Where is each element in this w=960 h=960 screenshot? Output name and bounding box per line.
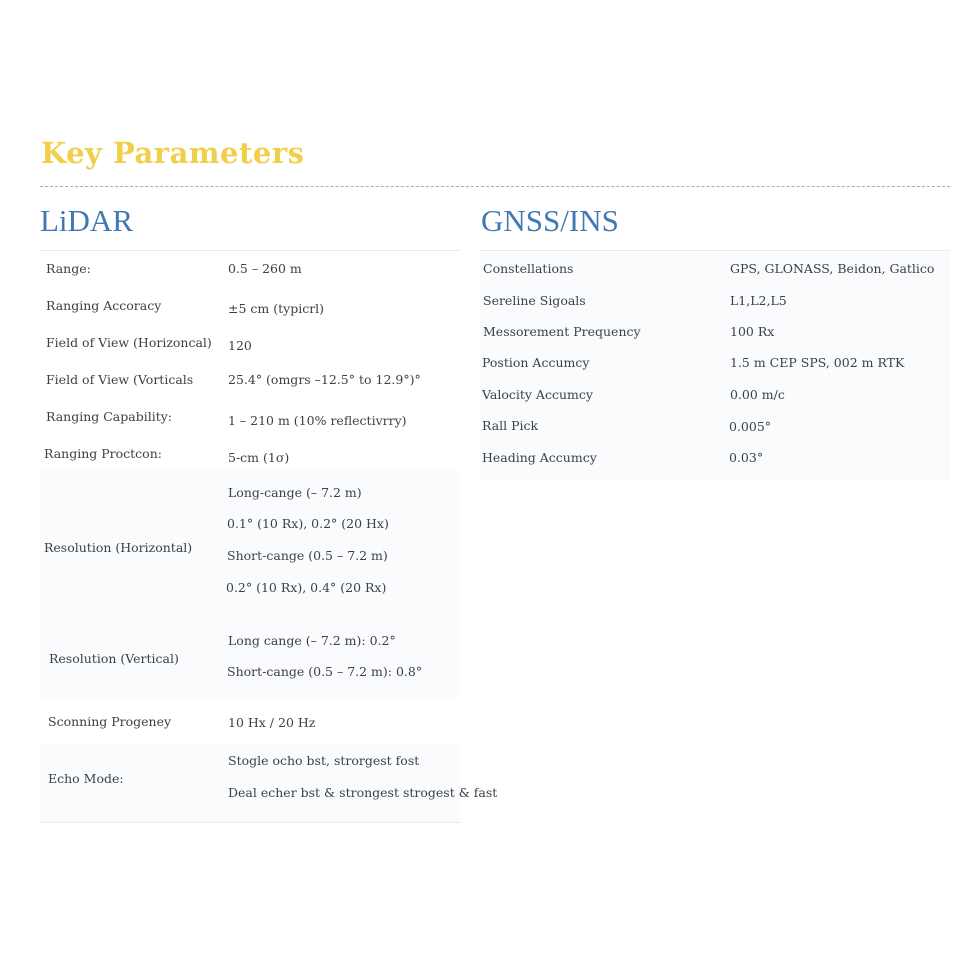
lidar-value-range: 0.5 – 260 m: [228, 261, 302, 276]
lidar-value-echo-mode-1: Stogle ocho bst, strorgest fost: [228, 753, 420, 768]
lidar-value-resolution-vertical-1: Long cange (– 7.2 m): 0.2°: [228, 633, 396, 648]
gnss-value-heading-accuracy: 0.03°: [729, 450, 764, 465]
gnss-value-roll-pitch: 0.005°: [729, 419, 772, 434]
lidar-value-ranging-precision: 5-cm (1σ): [228, 450, 290, 465]
gnss-value-satellite-signals: L1,L2,L5: [730, 293, 787, 308]
lidar-label-ranging-capability: Ranging Capability:: [46, 409, 172, 424]
gnss-label-heading-accuracy: Heading Accumcy: [482, 450, 597, 465]
header-divider: [40, 186, 950, 187]
lidar-bottom-rule: [40, 822, 460, 823]
lidar-label-echo-mode: Echo Mode:: [48, 771, 124, 786]
page-title: Key Parameters: [41, 136, 305, 170]
lidar-value-resolution-horizontal-2: 0.1° (10 Rx), 0.2° (20 Hx): [227, 516, 389, 531]
gnss-label-measurement-frequency: Messorement Prequency: [483, 324, 641, 339]
gnss-value-velocity-accuracy: 0.00 m/c: [730, 387, 785, 402]
lidar-label-ranging-precision: Ranging Proctcon:: [44, 446, 162, 461]
lidar-value-ranging-capability: 1 – 210 m (10% reflectivrry): [228, 413, 407, 428]
gnss-label-position-accuracy: Postion Accumcy: [482, 355, 590, 370]
lidar-label-resolution-horizontal: Resolution (Horizontal): [44, 540, 193, 555]
lidar-label-resolution-vertical: Resolution (Vertical): [49, 651, 179, 666]
lidar-label-fov-horizontal: Field of View (Horizoncal): [46, 335, 212, 350]
gnss-title-rule: [480, 250, 950, 251]
gnss-value-position-accuracy: 1.5 m CEP SPS, 002 m RTK: [730, 355, 905, 370]
lidar-value-resolution-horizontal-1: Long-cange (– 7.2 m): [228, 485, 362, 500]
gnss-label-velocity-accuracy: Valocity Accumcy: [482, 387, 593, 402]
lidar-value-resolution-horizontal-4: 0.2° (10 Rx), 0.4° (20 Rx): [226, 580, 387, 595]
lidar-value-resolution-vertical-2: Short-cange (0.5 – 7.2 m): 0.8°: [227, 664, 423, 679]
lidar-label-ranging-accuracy: Ranging Accoracy: [46, 298, 162, 313]
lidar-value-ranging-accuracy: ±5 cm (typicrl): [228, 301, 325, 316]
lidar-value-fov-horizontal: 120: [228, 338, 252, 353]
lidar-value-fov-vertical: 25.4° (omgrs –12.5° to 12.9°)°: [228, 372, 421, 387]
gnss-label-satellite-signals: Sereline Sigoals: [483, 293, 586, 308]
lidar-label-scanning-frequency: Sconning Progeney: [48, 714, 172, 729]
gnss-label-constellations: Constellations: [483, 261, 574, 276]
gnss-value-measurement-frequency: 100 Rx: [730, 324, 775, 339]
lidar-value-echo-mode-2: Deal echer bst & strongest strogest & fast: [228, 785, 498, 800]
gnss-section-title: GNSS/INS: [481, 203, 619, 238]
gnss-value-constellations: GPS, GLONASS, Beidon, Gatlico: [730, 261, 935, 276]
lidar-value-resolution-horizontal-3: Short-cange (0.5 – 7.2 m): [227, 548, 388, 563]
lidar-value-scanning-frequency: 10 Hx / 20 Hz: [228, 715, 316, 730]
lidar-section-title: LiDAR: [40, 203, 133, 238]
lidar-label-range: Range:: [46, 261, 91, 276]
lidar-title-rule: [40, 250, 460, 251]
gnss-label-roll-pitch: Rall Pick: [482, 418, 539, 433]
lidar-label-fov-vertical: Field of View (Vorticals: [46, 372, 194, 387]
